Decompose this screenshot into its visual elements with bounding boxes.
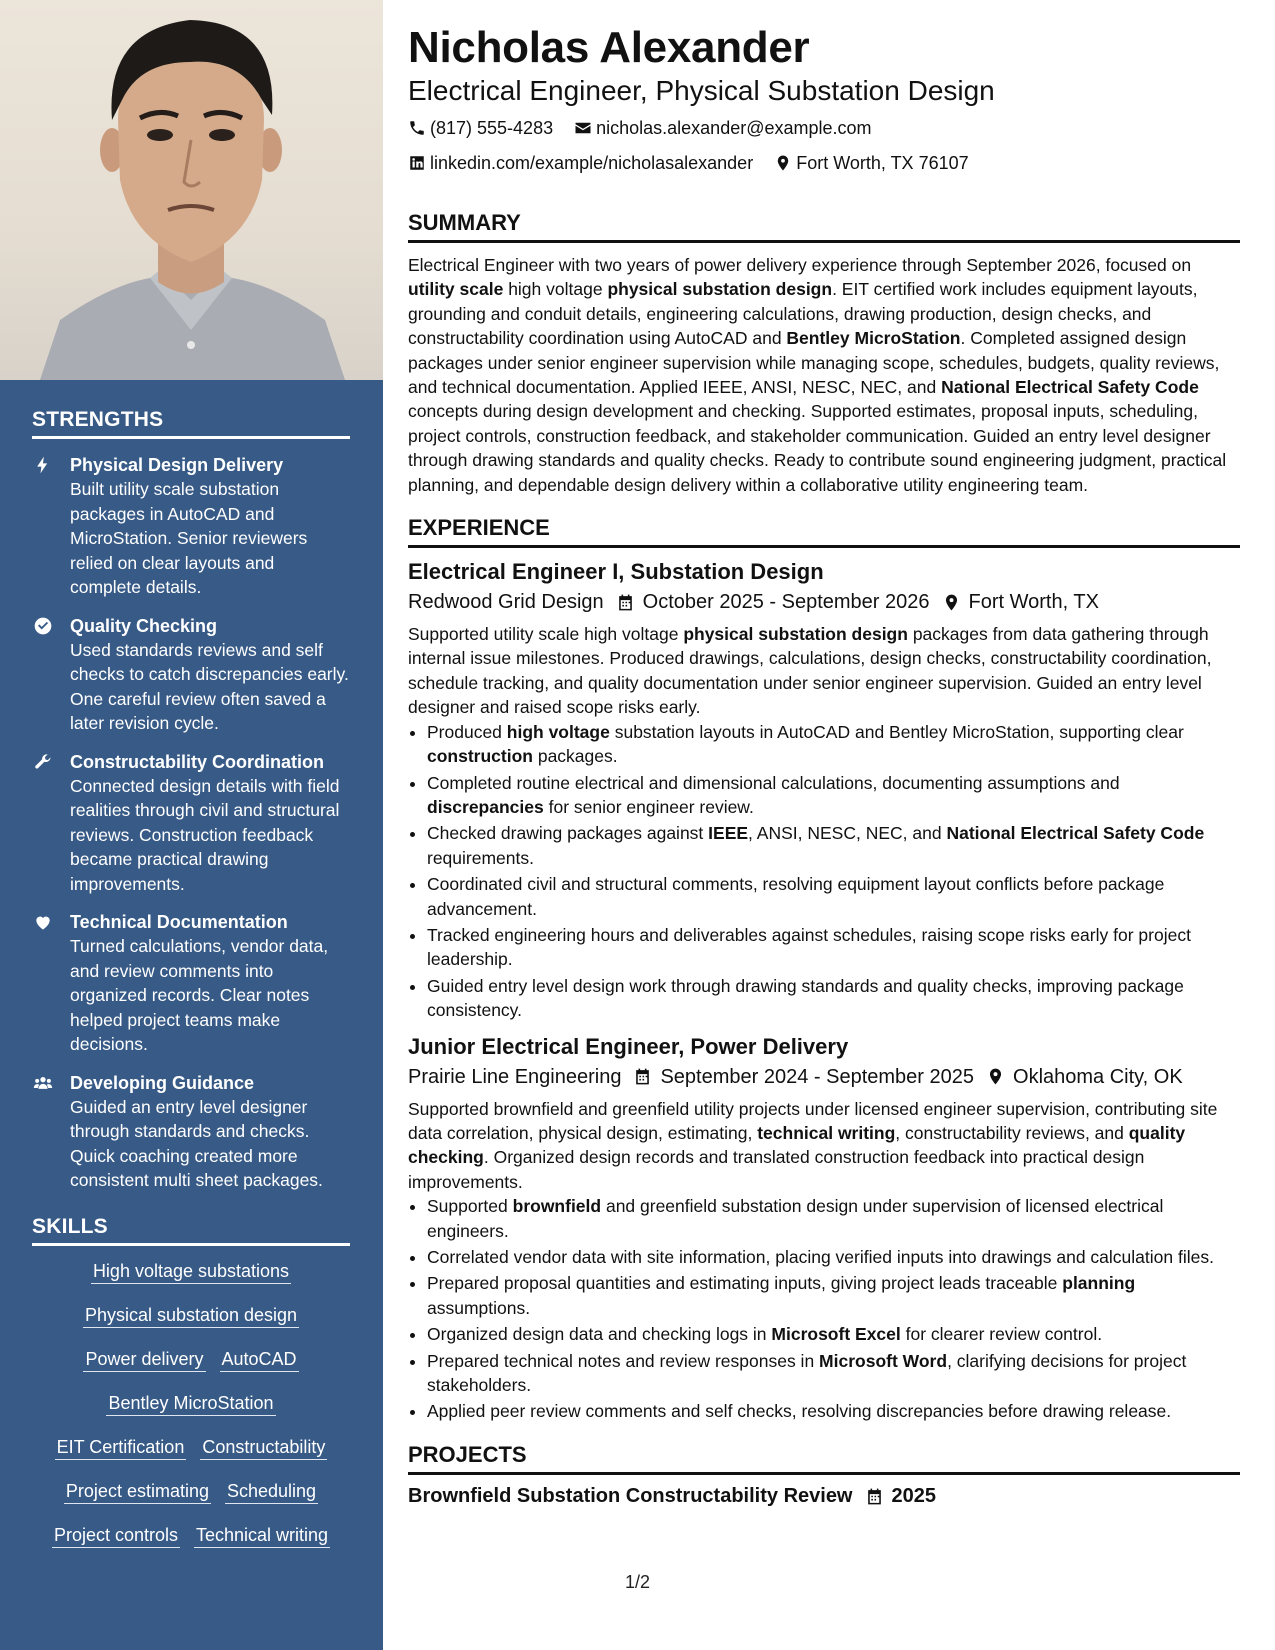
envelope-icon [574,119,592,137]
skill-tag: Constructability [200,1436,327,1460]
job-dates [633,1061,974,1093]
text-segment: . Completed assigned design packages under senior engineer supervision while managing scope, schedules, budgets, quality reviews, and technical documentation. Applied IEEE, ANSI, NESC, NEC, and [408,328,1220,398]
job-meta [408,1061,1240,1093]
skill-tag: AutoCAD [220,1348,299,1372]
job-location [986,1061,1183,1093]
bullet-item [427,771,1240,820]
bold-text: physical substation design [683,624,908,645]
bold-text: Microsoft Word [819,1350,948,1371]
skills-heading: SKILLS [32,1215,350,1246]
bold-text: Microsoft Excel [771,1324,901,1345]
summary-heading: SUMMARY [408,210,1240,243]
text-segment: Correlated vendor data with site information, placing verified inputs into drawings and calculation files. [427,1247,1214,1267]
job-bullets [408,1194,1240,1424]
strength-icon-wrap [32,1073,54,1193]
experience-heading: EXPERIENCE [408,515,1240,548]
skill-row [32,1480,350,1504]
skill-tag: EIT Certification [55,1436,187,1460]
bullet-item [427,872,1240,921]
strengths-heading: STRENGTHS [32,408,350,439]
job-location [942,586,1099,618]
bold-text: technical writing [757,1122,896,1143]
wrench-icon [33,752,53,772]
skill-tag: Project estimating [64,1480,211,1504]
text-segment: Tracked engineering hours and deliverables against schedules, raising scope risks early for project leadership. [427,924,1191,970]
bold-text: high voltage [506,721,610,742]
page-number: 1/2 [625,1572,651,1592]
bold-text: discrepancies [427,796,544,817]
strength-icon-wrap [32,455,54,600]
candidate-role: Electrical Engineer, Physical Substation Design [408,75,995,106]
bullet-item [427,1399,1240,1423]
strength-item [32,750,350,897]
text-segment: packages from data gathering through internal issue milestones. Produced drawings, calculations, design checks, constructability coordination, schedule tracking, and quality documentation under senior engineer supervision. Guided an entry level designer and raised scope risks early. [408,624,1212,718]
email-contact[interactable] [574,112,871,144]
text-segment: and greenfield substation design under supervision of licensed electrical engineers. [427,1196,1164,1241]
skill-row [32,1304,350,1328]
strength-text [70,1071,350,1193]
calendar-icon [865,1487,884,1506]
text-segment: Electrical Engineer with two years of power delivery experience through September 2026, focused on [408,255,1192,275]
skill-row [32,1392,350,1416]
bullet-item [427,1322,1240,1346]
projects-list [408,1485,1240,1508]
map-pin-icon [986,1067,1005,1086]
bold-text: National Electrical Safety Code [941,377,1199,398]
profile-photo [0,0,383,380]
strength-item [32,453,350,600]
strength-title: Technical Documentation [70,912,288,932]
linkedin-contact[interactable] [408,147,753,179]
strength-text [70,453,350,600]
heart-icon [33,912,53,932]
text-segment: Supported utility scale high voltage [408,624,684,645]
skill-tag: Scheduling [225,1480,318,1504]
bullet-item [427,1349,1240,1398]
candidate-name: Nicholas Alexander [408,23,810,72]
skill-tag: High voltage substations [91,1260,291,1284]
text-segment: . Organized design records and translated construction feedback into practical design improvements. [408,1147,1145,1192]
skills-list [32,1260,350,1548]
calendar-icon [616,593,635,612]
text-segment: Produced [427,721,507,742]
map-pin-icon [942,593,961,612]
strength-title: Physical Design Delivery [70,455,284,475]
project-title: Brownfield Substation Constructability Review [408,1484,853,1507]
bullet-item [427,923,1240,972]
strength-text [70,750,350,897]
text-segment: , ANSI, NESC, NEC, and [748,823,947,844]
phone-icon [408,119,426,137]
text-segment: for clearer review control. [900,1324,1103,1345]
sidebar [0,0,383,1650]
job-dates-text: October 2025 - September 2026 [642,591,930,614]
text-segment: for senior engineer review. [543,796,754,817]
text-segment: Organized design data and checking logs in [427,1324,772,1345]
skill-row [32,1260,350,1284]
bold-text: construction [427,746,533,767]
bold-text: quality checking [408,1122,1186,1168]
bold-text: brownfield [512,1196,602,1217]
skill-tag: Technical writing [194,1524,330,1548]
strength-desc: Connected design details with field realities through civil and structural reviews. Construction feedback became practical drawing improvements. [70,775,340,894]
text-segment: Applied peer review comments and self checks, resolving discrepancies before drawing release. [427,1401,1172,1422]
skill-tag: Physical substation design [83,1304,299,1328]
bolt-icon [33,455,53,475]
map-pin-icon [774,154,792,172]
job-location-text: Fort Worth, TX [968,591,1099,614]
text-segment: . EIT certified work includes equipment layouts, grounding and conduit details, engineering calculations, drawing production, design checks, and constructability coordination using AutoCAD and [408,279,1198,349]
bold-text: utility scale [408,279,504,300]
strength-icon-wrap [32,616,54,736]
strength-desc: Turned calculations, vendor data, and review comments into organized records. Clear notes helped project teams make decisions. [70,936,329,1054]
location-text: Fort Worth, TX 76107 [796,153,969,173]
skill-tag: Project controls [52,1524,180,1548]
bold-text: National Electrical Safety Code [946,823,1205,844]
email-text: nicholas.alexander@example.com [596,118,872,138]
linkedin-text: linkedin.com/example/nicholasalexander [430,153,754,173]
strength-item [32,614,350,736]
strength-desc: Built utility scale substation packages in AutoCAD and MicroStation. Senior reviewers relied on clear layouts and complete details. [70,479,308,597]
job-meta [408,586,1240,618]
company-name: Redwood Grid Design [408,591,604,614]
strength-title: Constructability Coordination [70,751,324,772]
summary-text [408,253,1240,497]
bullet-item [427,1271,1240,1320]
linkedin-icon [408,154,426,172]
text-segment: Checked drawing packages against [427,823,709,844]
text-segment: packages. [532,746,618,767]
bold-text: Bentley MicroStation [786,328,961,349]
text-segment: assumptions. [427,1297,531,1318]
bold-text: planning [1062,1273,1136,1294]
bullet-item [427,974,1240,1023]
strength-item [32,910,350,1057]
skill-row [32,1436,350,1460]
strength-desc: Guided an entry level designer through standards and checks. Quick coaching created more consistent multi sheet packages. [70,1096,323,1190]
sidebar-content [32,408,350,1568]
text-segment: , constructability reviews, and [895,1122,1129,1143]
strength-icon-wrap [32,752,54,897]
text-segment: Prepared technical notes and review responses in [427,1350,820,1371]
bullet-item [427,1194,1240,1243]
strength-text [70,910,350,1057]
contact-block [408,112,1240,182]
bullet-item [427,821,1240,870]
job-location-text: Oklahoma City, OK [1013,1065,1183,1088]
phone-contact[interactable] [408,112,553,144]
check-circle-icon [33,616,53,636]
text-segment: , clarifying decisions for project stakeholders. [427,1350,1187,1396]
job-description [408,1097,1240,1195]
calendar-icon [633,1067,652,1086]
text-segment: requirements. [427,847,534,868]
skill-tag: Power delivery [83,1348,205,1372]
job-dates-text: September 2024 - September 2025 [660,1065,975,1088]
users-icon [33,1073,53,1093]
text-segment: Guided entry level design work through drawing standards and quality checks, improving package consistency. [427,975,1184,1021]
bold-text: physical substation design [607,279,833,300]
strength-title: Developing Guidance [70,1072,255,1093]
skill-row [32,1524,350,1548]
job-description [408,622,1240,720]
projects-heading: PROJECTS [408,1442,1240,1475]
text-segment: high voltage [503,279,608,300]
bullet-item [427,1245,1240,1269]
strength-title: Quality Checking [70,615,218,636]
experience-list [408,558,1240,1424]
bold-text: IEEE [708,823,749,844]
job-dates [616,586,930,618]
strengths-list [32,453,350,1193]
skill-tag: Bentley MicroStation [106,1392,275,1416]
project-item [408,1485,1240,1508]
strength-text [70,614,350,736]
project-year: 2025 [891,1484,936,1507]
text-segment: Completed routine electrical and dimensional calculations, documenting assumptions and [427,772,1120,793]
strength-icon-wrap [32,912,54,1057]
strength-desc: Used standards reviews and self checks to catch discrepancies early. One careful review often saved a later revision cycle. [70,639,349,733]
strength-item [32,1071,350,1193]
skill-row [32,1348,350,1372]
text-segment: Supported brownfield and greenfield utility projects under licensed engineer supervision, contributing site data correlation, physical design, estimating, [408,1098,1218,1143]
bullet-item [427,720,1240,769]
location-contact [774,147,968,179]
company-name: Prairie Line Engineering [408,1065,622,1088]
job-title: Junior Electrical Engineer, Power Delivery [408,1033,849,1059]
text-segment: concepts during design development and checking. Supported estimates, proposal inputs, scheduling, project controls, construction feedback, and stakeholder communication. Guided an entry level designer through drawing standards and quality checks. Ready to contribute sound engineering judgment, practical planning, and dependable design delivery within a collaborative utility engineering team. [408,401,1227,495]
text-segment: Supported [427,1196,513,1217]
job-bullets [408,720,1240,1023]
text-segment: Coordinated civil and structural comments, resolving equipment layout conflicts before package advancement. [427,874,1165,919]
main-content [408,22,1240,1508]
job-title: Electrical Engineer I, Substation Design [408,559,824,585]
phone-text: (817) 555-4283 [430,118,554,138]
text-segment: Prepared proposal quantities and estimating inputs, giving project leads traceable [427,1273,1063,1294]
text-segment: substation layouts in AutoCAD and Bentley MicroStation, supporting clear [609,721,1184,742]
